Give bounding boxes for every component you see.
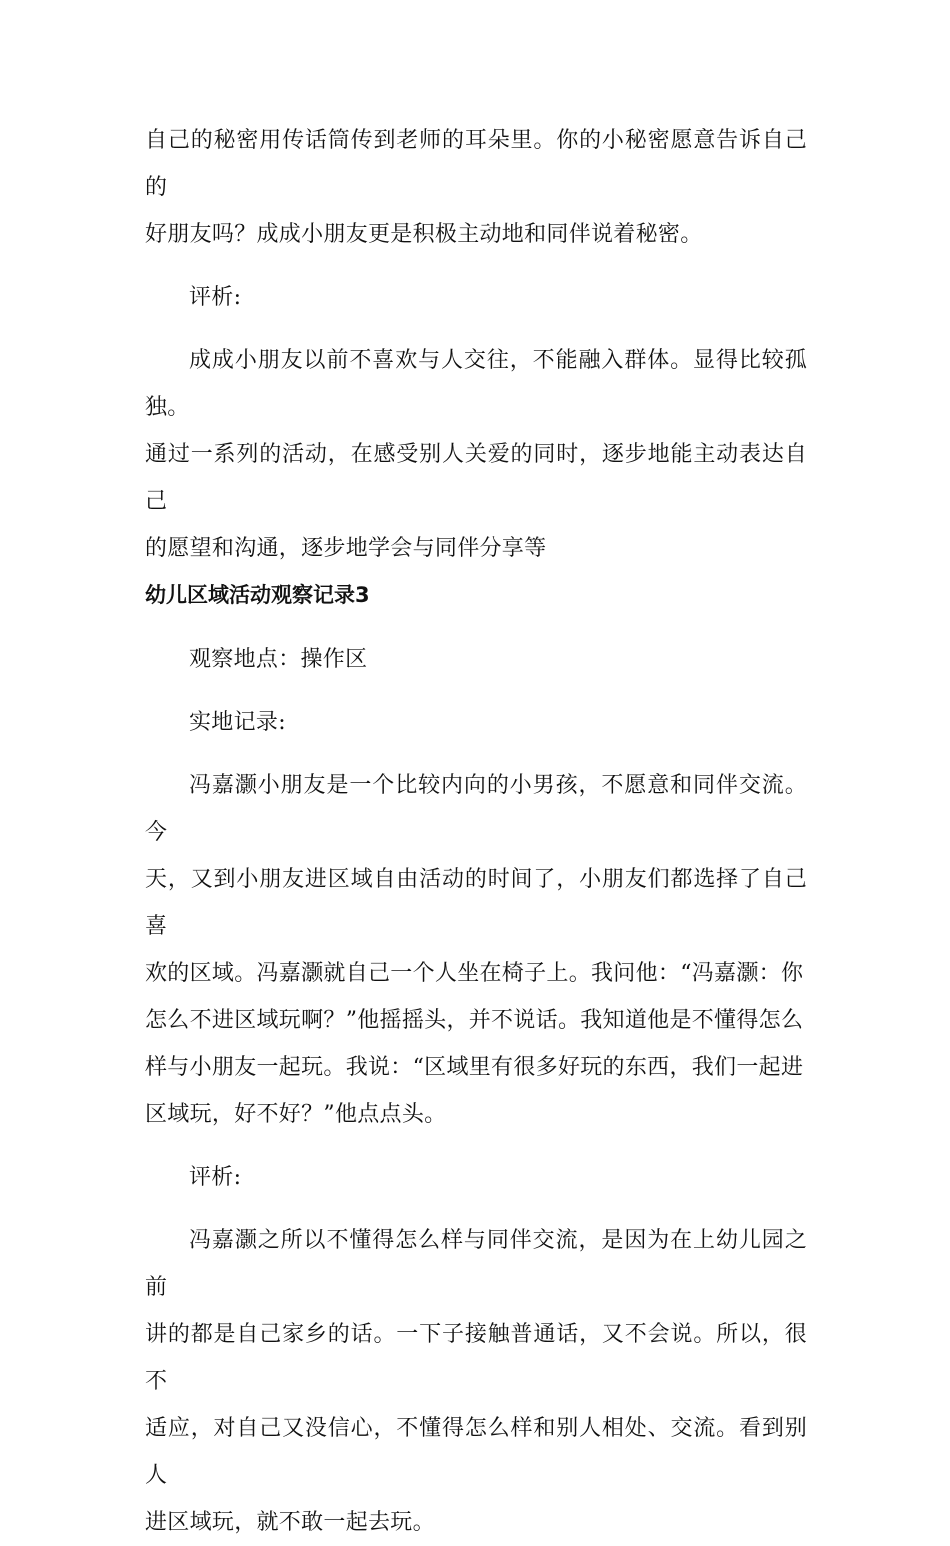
text-line: 区域玩，好不好？”他点点头。: [145, 1102, 447, 1127]
text-line: 讲的都是自己家乡的话。一下子接触普通话，又不会说。所以，很不: [145, 1322, 807, 1394]
text-line: 怎么不进区域玩啊？”他摇摇头，并不说话。我知道他是不懂得怎么: [145, 1008, 804, 1033]
text-line: 样与小朋友一起玩。我说：“区域里有很多好玩的东西，我们一起进: [145, 1055, 804, 1080]
paragraph-secret-sharing: [145, 117, 807, 258]
paragraph-analysis-1: [145, 337, 807, 572]
section-heading: 幼儿区域活动观察记录3: [145, 583, 370, 607]
text-line: 进区域玩，就不敢一起去玩。: [145, 1510, 435, 1535]
text-line: 好朋友吗？成成小朋友更是积极主动地和同伴说着秘密。: [145, 222, 703, 247]
text-line: 欢的区域。冯嘉灏就自己一个人坐在椅子上。我问他：“冯嘉灏：你: [145, 961, 804, 986]
text-line: 适应，对自己又没信心，不懂得怎么样和别人相处、交流。看到别人: [145, 1416, 807, 1488]
document-body: [145, 117, 807, 1546]
text-line: 天，又到小朋友进区域自由活动的时间了，小朋友们都选择了自己喜: [145, 867, 807, 939]
analysis-label-1: 评析:: [189, 285, 242, 310]
text-line: 的愿望和沟通，逐步地学会与同伴分享等: [145, 536, 547, 561]
text-line: 冯嘉灏之所以不懂得怎么样与同伴交流，是因为在上幼儿园之前: [145, 1228, 807, 1300]
paragraph-field-record: [145, 762, 807, 1138]
text-line: 自己的秘密用传话筒传到老师的耳朵里。你的小秘密愿意告诉自己的: [145, 128, 807, 200]
paragraph-analysis-2: [145, 1217, 807, 1546]
text-line: 成成小朋友以前不喜欢与人交往，不能融入群体。显得比较孤独。: [145, 348, 807, 420]
text-line: 冯嘉灏小朋友是一个比较内向的小男孩，不愿意和同伴交流。今: [145, 773, 807, 845]
text-line: 通过一系列的活动，在感受别人关爱的同时，逐步地能主动表达自己: [145, 442, 807, 514]
field-record-label: 实地记录:: [189, 710, 286, 735]
observation-location: 观察地点：操作区: [189, 647, 368, 672]
analysis-label-2: 评析:: [189, 1165, 242, 1190]
